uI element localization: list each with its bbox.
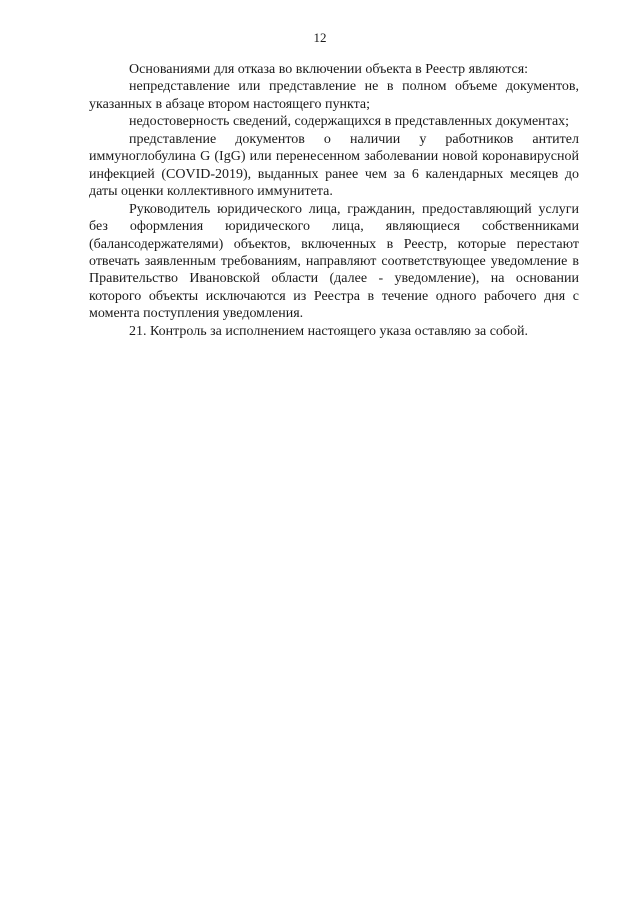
paragraph-control-clause: 21. Контроль за исполнением настоящего указа оставляю за собой.: [129, 323, 529, 339]
paragraph-owner-notification: Руководитель юридического лица, гражданин, предоставляющий услуги без оформления юридического лица, являющиеся собственниками (балансодержателями) объектов, включенных в Реестр, которые перестают отвечать заявленным требованиям, направляют соответствующее уведомление в Правительство Ивановской области (далее - уведомление), на основании которого объекты исключаются из Реестра в течение одного рабочего дня с момента поступления уведомления.: [89, 201, 579, 322]
paragraph-incomplete-documents: непредставление или представление не в полном объеме документов, указанных в абзаце втором настоящего пункта;: [89, 79, 579, 112]
paragraph-unreliable-info: недостоверность сведений, содержащихся в представленных документах;: [129, 114, 570, 130]
page-number: 12: [313, 30, 327, 45]
paragraph-antibody-documents: представление документов о наличии у работников антител иммуноглобулина G (IgG) или перенесенном заболевании новой коронавирусной инфекцией (COVID-2019), выданных ранее чем за 6 календарных месяцев до даты оценки коллективного иммунитета.: [89, 131, 579, 200]
document-body: [89, 61, 579, 340]
paragraph-refusal-grounds: Основаниями для отказа во включении объекта в Реестр являются:: [129, 62, 529, 77]
